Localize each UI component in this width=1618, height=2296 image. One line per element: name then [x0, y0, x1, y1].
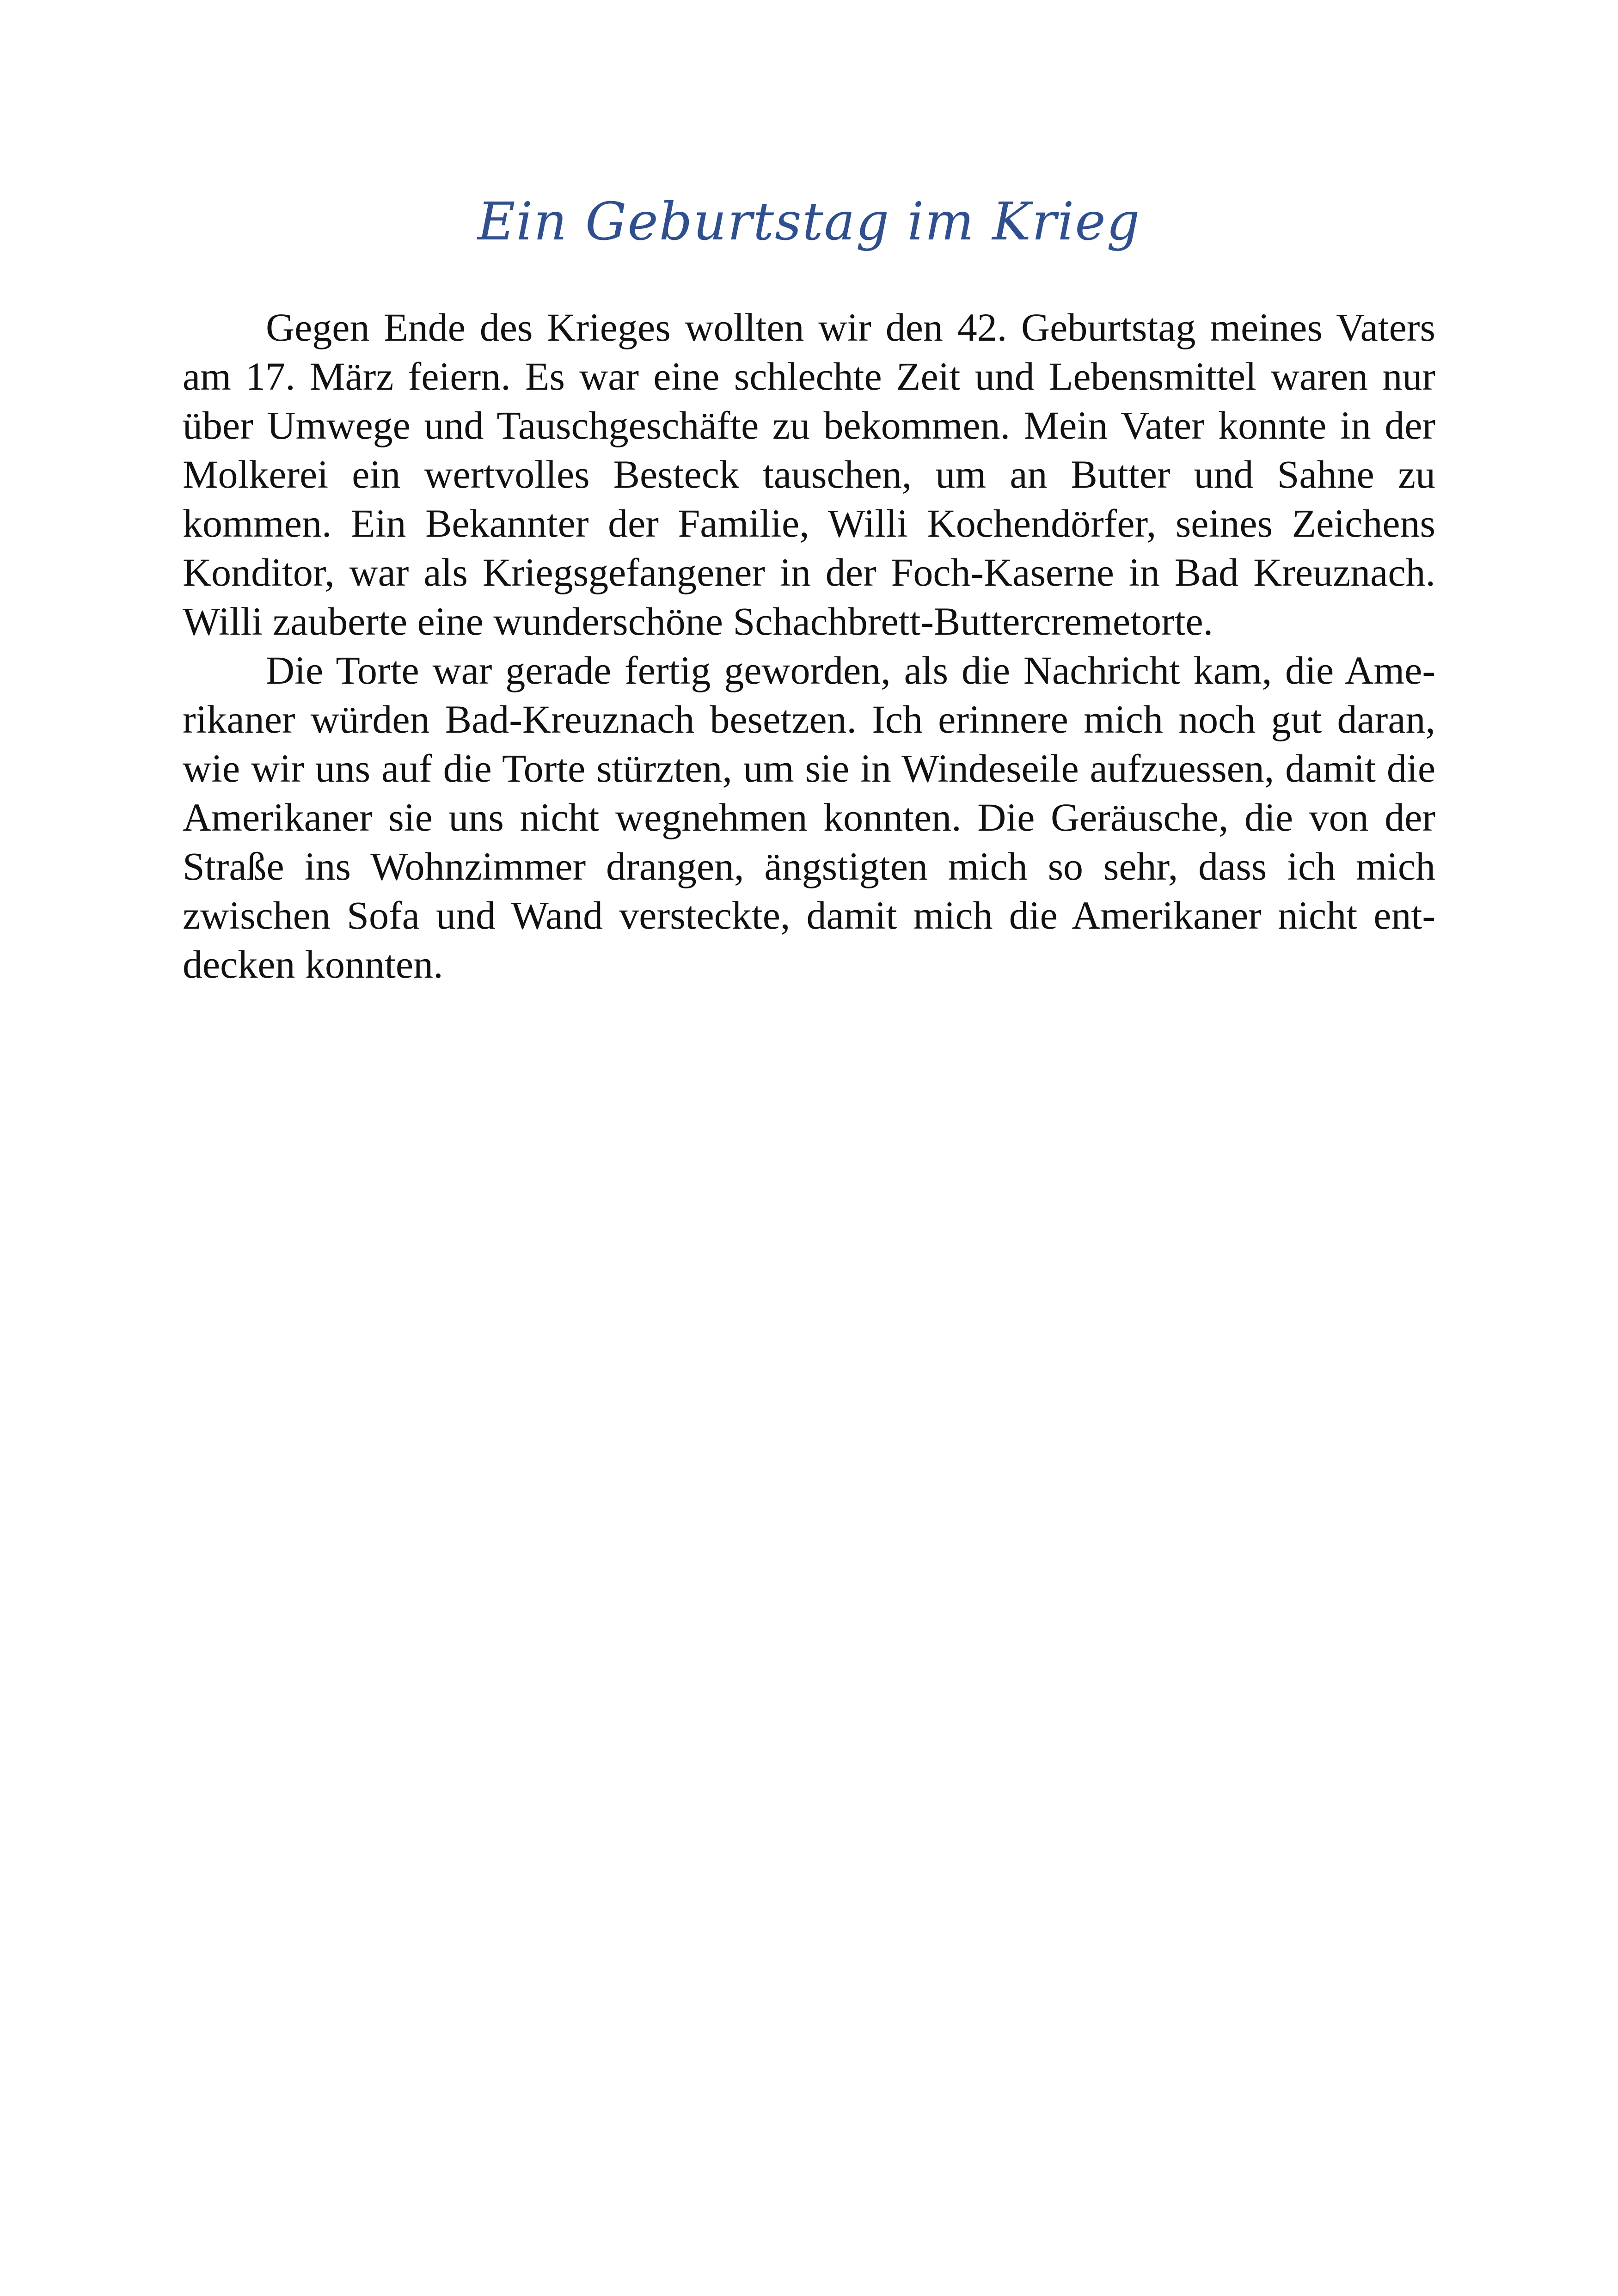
body-text: [183, 303, 1435, 989]
page-title: Ein Geburtstag im Krieg: [477, 192, 1141, 252]
paragraph-2: Die Torte war gerade fertig geworden, als die Nachricht kam, die Amerikaner würden Bad-Kreuznach besetzen. Ich erinnere mich noch gut daran, wie wir uns auf die Torte stürzten, um sie in Windeseile aufzuessen, damit die Amerikaner sie uns nicht wegnehmen konnten. Die Geräusche, die von der Straße ins Wohnzimmer drangen, ängstigten mich so sehr, dass ich mich zwischen Sofa und Wand versteckte, damit mich die Amerikaner nicht entdecken konnten.: [183, 648, 1435, 986]
paragraph-1: Gegen Ende des Krieges wollten wir den 42. Geburtstag meines Vaters am 17. März feiern. Es war eine schlechte Zeit und Lebensmittel waren nur über Umwege und Tauschgeschäfte zu bekommen. Mein Vater konnte in der Molkerei ein wertvolles Besteck tauschen, um an Butter und Sahne zu kommen. Ein Bekannter der Familie, Willi Kochendörfer, seines Zeichens Konditor, war als Kriegsgefangener in der Foch-Kaserne in Bad Kreuznach. Willi zauberte eine wunderschöne Schachbrett-Buttercremetorte.: [183, 305, 1435, 643]
